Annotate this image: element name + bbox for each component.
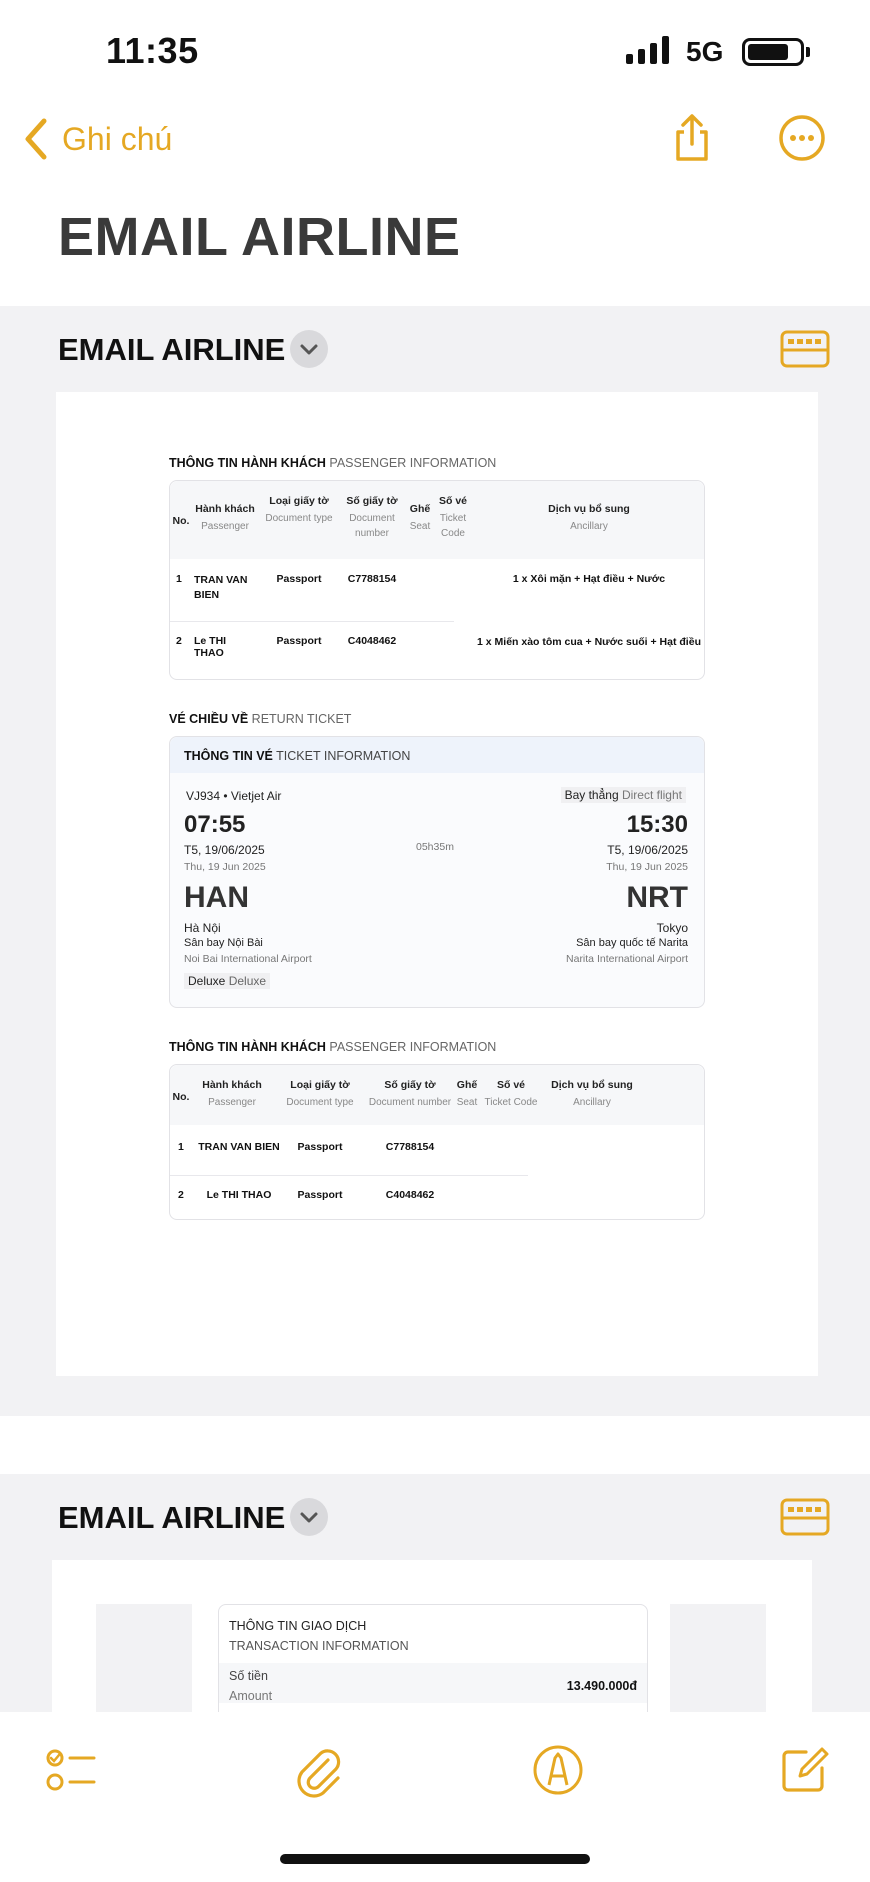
- depart-time: 07:55: [184, 811, 246, 838]
- document-icon[interactable]: [780, 1498, 830, 1536]
- attachment-title: EMAIL AIRLINE: [58, 1500, 286, 1535]
- row-number: 1: [176, 573, 182, 585]
- network-label: 5G: [686, 36, 724, 67]
- destination-city: Tokyo: [656, 921, 688, 935]
- document-number: C7788154: [347, 573, 397, 585]
- attachment-title: EMAIL AIRLINE: [58, 332, 286, 367]
- bottom-toolbar: [0, 1712, 870, 1882]
- flight-number: VJ934 • Vietjet Air: [186, 789, 282, 803]
- chevron-down-icon[interactable]: [290, 330, 328, 368]
- document-type: Passport: [297, 1141, 343, 1153]
- chevron-down-icon[interactable]: [290, 1498, 328, 1536]
- ancillary: 1 x Miến xào tôm cua + Nước suối + Hạt điều: [477, 636, 701, 648]
- document-number: C7788154: [385, 1141, 435, 1153]
- arrive-date-en: Thu, 19 Jun 2025: [606, 861, 688, 873]
- depart-date: T5, 19/06/2025: [184, 843, 265, 857]
- paperclip-icon[interactable]: [290, 1742, 346, 1798]
- share-icon[interactable]: [666, 112, 718, 164]
- passenger-name: Le THI THAO: [194, 635, 227, 659]
- email-page: [56, 392, 818, 1376]
- ticket-card-label: THÔNG TIN VÉ TICKET INFORMATION: [184, 749, 411, 763]
- row-number: 2: [176, 635, 182, 647]
- more-icon[interactable]: [776, 112, 828, 164]
- amount-label-en: Amount: [229, 1689, 273, 1703]
- battery-tip: [806, 47, 810, 57]
- passenger-name: TRAN VAN BIEN: [198, 1141, 280, 1153]
- compose-icon[interactable]: [776, 1742, 832, 1798]
- destination-code: NRT: [626, 881, 688, 914]
- destination-airport-en: Narita International Airport: [566, 953, 688, 965]
- flight-duration: 05h35m: [416, 841, 454, 853]
- return-ticket-heading: VÉ CHIỀU VỀ RETURN TICKET: [169, 712, 352, 726]
- fare-class: Deluxe Deluxe: [184, 973, 270, 989]
- destination-airport: Sân bay quốc tế Narita: [576, 937, 688, 949]
- ancillary: 1 x Xôi mặn + Hạt điều + Nước: [512, 573, 666, 585]
- back-button[interactable]: [24, 118, 172, 160]
- document-number: C4048462: [385, 1189, 435, 1201]
- home-indicator[interactable]: [280, 1854, 590, 1864]
- document-number: C4048462: [347, 635, 397, 647]
- depart-date-en: Thu, 19 Jun 2025: [184, 861, 266, 873]
- email-page-2: [52, 1560, 812, 1712]
- passenger-heading-1: THÔNG TIN HÀNH KHÁCH PASSENGER INFORMATION: [169, 456, 497, 470]
- arrive-date: T5, 19/06/2025: [607, 843, 688, 857]
- ticket-card: [169, 736, 705, 1008]
- passenger-name: TRAN VAN BIEN: [194, 574, 248, 602]
- battery-icon: [742, 38, 804, 66]
- passenger-heading-2: THÔNG TIN HÀNH KHÁCH PASSENGER INFORMATION: [169, 1040, 497, 1054]
- document-type: Passport: [276, 635, 322, 647]
- markup-pen-icon[interactable]: [530, 1742, 586, 1798]
- attachment-header: [0, 1474, 870, 1560]
- status-bar: [0, 0, 870, 100]
- origin-airport: Sân bay Nội Bài: [184, 937, 263, 949]
- passenger-name: Le THI THAO: [206, 1189, 272, 1201]
- transaction-heading: THÔNG TIN GIAO DỊCH: [229, 1619, 367, 1633]
- origin-city: Hà Nội: [184, 921, 221, 935]
- document-type: Passport: [297, 1189, 343, 1201]
- origin-code: HAN: [184, 881, 249, 914]
- nav-bar: [0, 100, 870, 180]
- amount-value: 13.490.000đ: [566, 1679, 637, 1693]
- document-icon[interactable]: [780, 330, 830, 368]
- row-number: 1: [178, 1141, 184, 1153]
- transaction-heading-en: TRANSACTION INFORMATION: [229, 1639, 409, 1653]
- email-attachment-1[interactable]: [0, 306, 870, 1416]
- attachment-header: [0, 306, 870, 392]
- checklist-icon[interactable]: [44, 1742, 100, 1798]
- amount-label: Số tiền: [229, 1669, 268, 1683]
- arrive-time: 15:30: [626, 811, 688, 838]
- back-label: Ghi chú: [62, 120, 173, 157]
- passenger-table-2: No. Hành khách Passenger Loại giấy tờ Document type Số giấy tờ Document number Ghế Seat Số vé Ticket Code Dịch vụ bổ sung Ancillary 1 TRAN VAN BIEN Passport C7788154 2 Le THI THAO Passport C4048462: [169, 1064, 705, 1220]
- note-title: EMAIL AIRLINE: [58, 207, 461, 267]
- origin-airport-en: Noi Bai International Airport: [184, 953, 312, 965]
- status-time: 11:35: [106, 30, 199, 71]
- chevron-left-icon: [24, 118, 48, 160]
- document-type: Passport: [276, 573, 322, 585]
- signal-icon: [626, 36, 669, 64]
- row-number: 2: [178, 1189, 184, 1201]
- passenger-table-1: No. Hành khách Passenger Loại giấy tờ Document type Số giấy tờ Document number Ghế Seat Số vé Ticket Code Dịch vụ bổ sung Ancillary 1 TRAN VAN BIEN Passport C7788154 1 x Xôi mặn + Hạt điều + Nước 2 Le THI THAO Passport C4048462 1 x Miến xào tôm cua + Nước suối + Hạt điều: [169, 480, 705, 680]
- email-attachment-2[interactable]: [0, 1474, 870, 1712]
- direct-flight: Bay thẳng Direct flight: [561, 787, 686, 803]
